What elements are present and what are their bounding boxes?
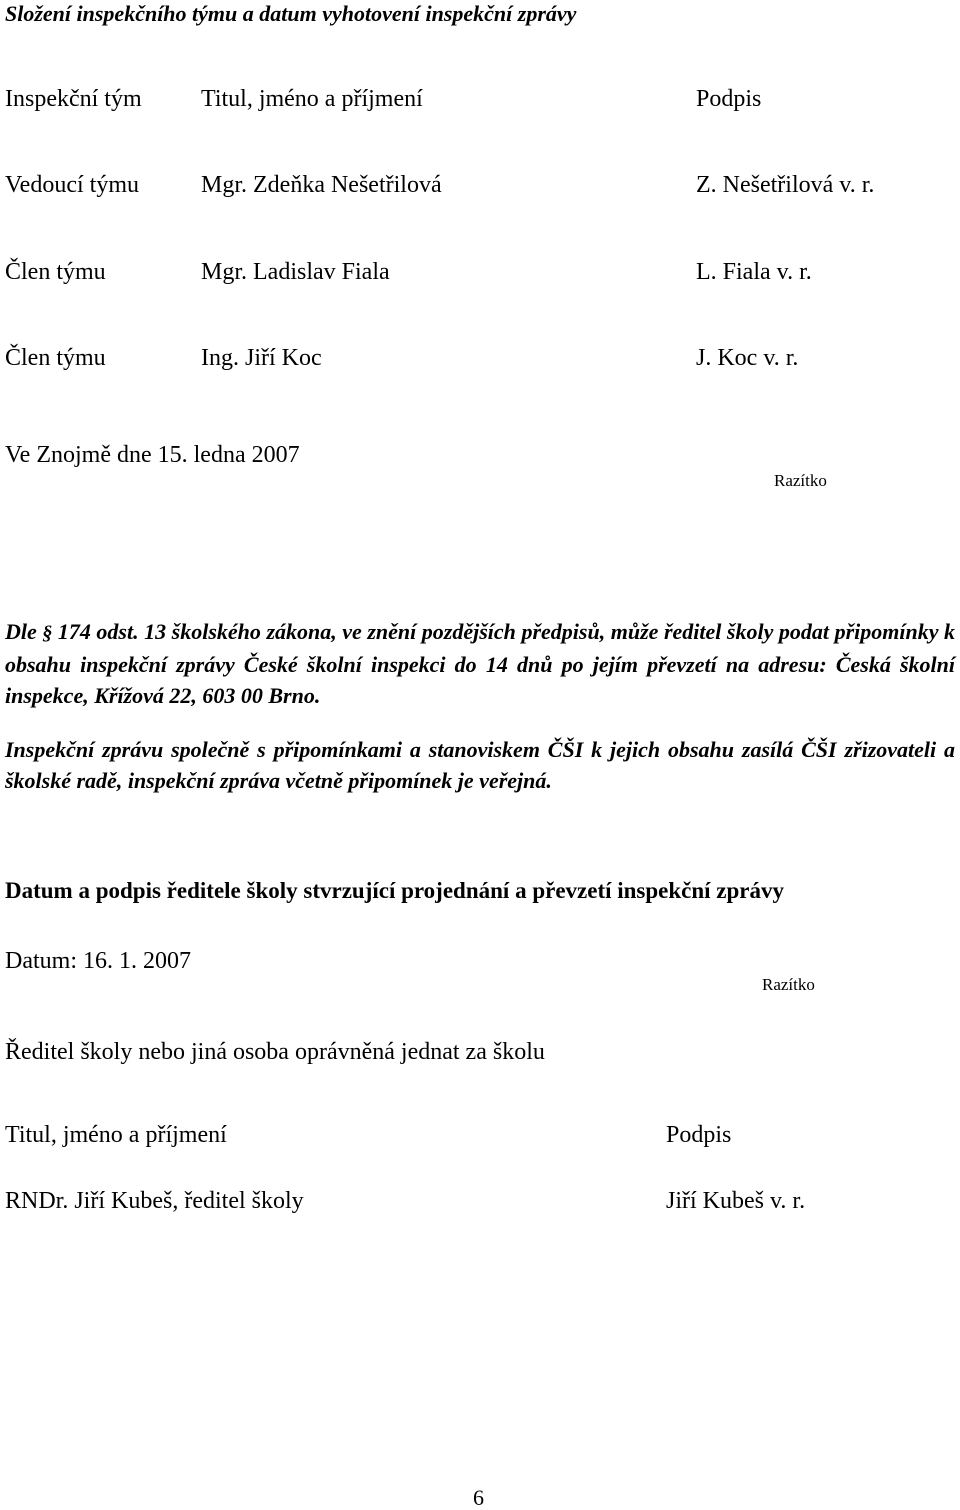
team-member-name: Mgr. Zdeňka Nešetřilová [201,172,442,198]
page-number: 6 [473,1485,484,1510]
place-date: Ve Znojmě dne 15. ledna 2007 [5,442,300,468]
header-name: Titul, jméno a příjmení [5,1122,227,1148]
notice-text: 174 odst. 13 školského zákona, ve znění pozdějších předpisů, může ředitel školy podat připomínky k obsahu inspekční zprávy České školní inspekci do 14 dnů po jejím převzetí na adresu: Česká školní inspekce, Křížová 22, 603 00 Brno. [5,619,956,708]
team-role: Člen týmu [5,345,106,371]
team-role: Člen týmu [5,259,106,285]
header-signature: Podpis [696,86,762,112]
header-name: Titul, jméno a příjmení [201,86,423,112]
section-heading: Složení inspekčního týmu a datum vyhotovení inspekční zprávy [5,1,577,26]
team-role: Vedoucí týmu [5,172,139,198]
director-heading: Datum a podpis ředitele školy stvrzující projednání a převzetí inspekční zprávy [5,878,785,903]
stamp-label: Razítko [762,975,815,994]
notice-paragraph [5,616,955,711]
team-member-name: Ing. Jiří Koc [201,345,322,371]
team-member-name: Mgr. Ladislav Fiala [201,259,390,285]
stamp-label: Razítko [774,471,827,490]
team-member-signature: L. Fiala v. r. [696,259,812,285]
header-signature: Podpis [666,1122,732,1148]
team-member-signature: Z. Nešetřilová v. r. [696,172,875,198]
section-sign: § [42,622,53,644]
notice-prefix: Dle [5,619,37,644]
director-role: Ředitel školy nebo jiná osoba oprávněná jednat za školu [5,1039,545,1065]
director-signature: Jiří Kubeš v. r. [666,1188,806,1214]
distribution-paragraph: Inspekční zprávu společně s připomínkami a stanoviskem ČŠI k jejich obsahu zasílá ČŠI zřizovateli a školské radě, inspekční zpráva včetně připomínek je veřejná. [5,737,955,793]
header-team: Inspekční tým [5,86,142,112]
director-date: Datum: 16. 1. 2007 [5,948,191,974]
team-member-signature: J. Koc v. r. [696,345,799,371]
director-name: RNDr. Jiří Kubeš, ředitel školy [5,1188,304,1214]
